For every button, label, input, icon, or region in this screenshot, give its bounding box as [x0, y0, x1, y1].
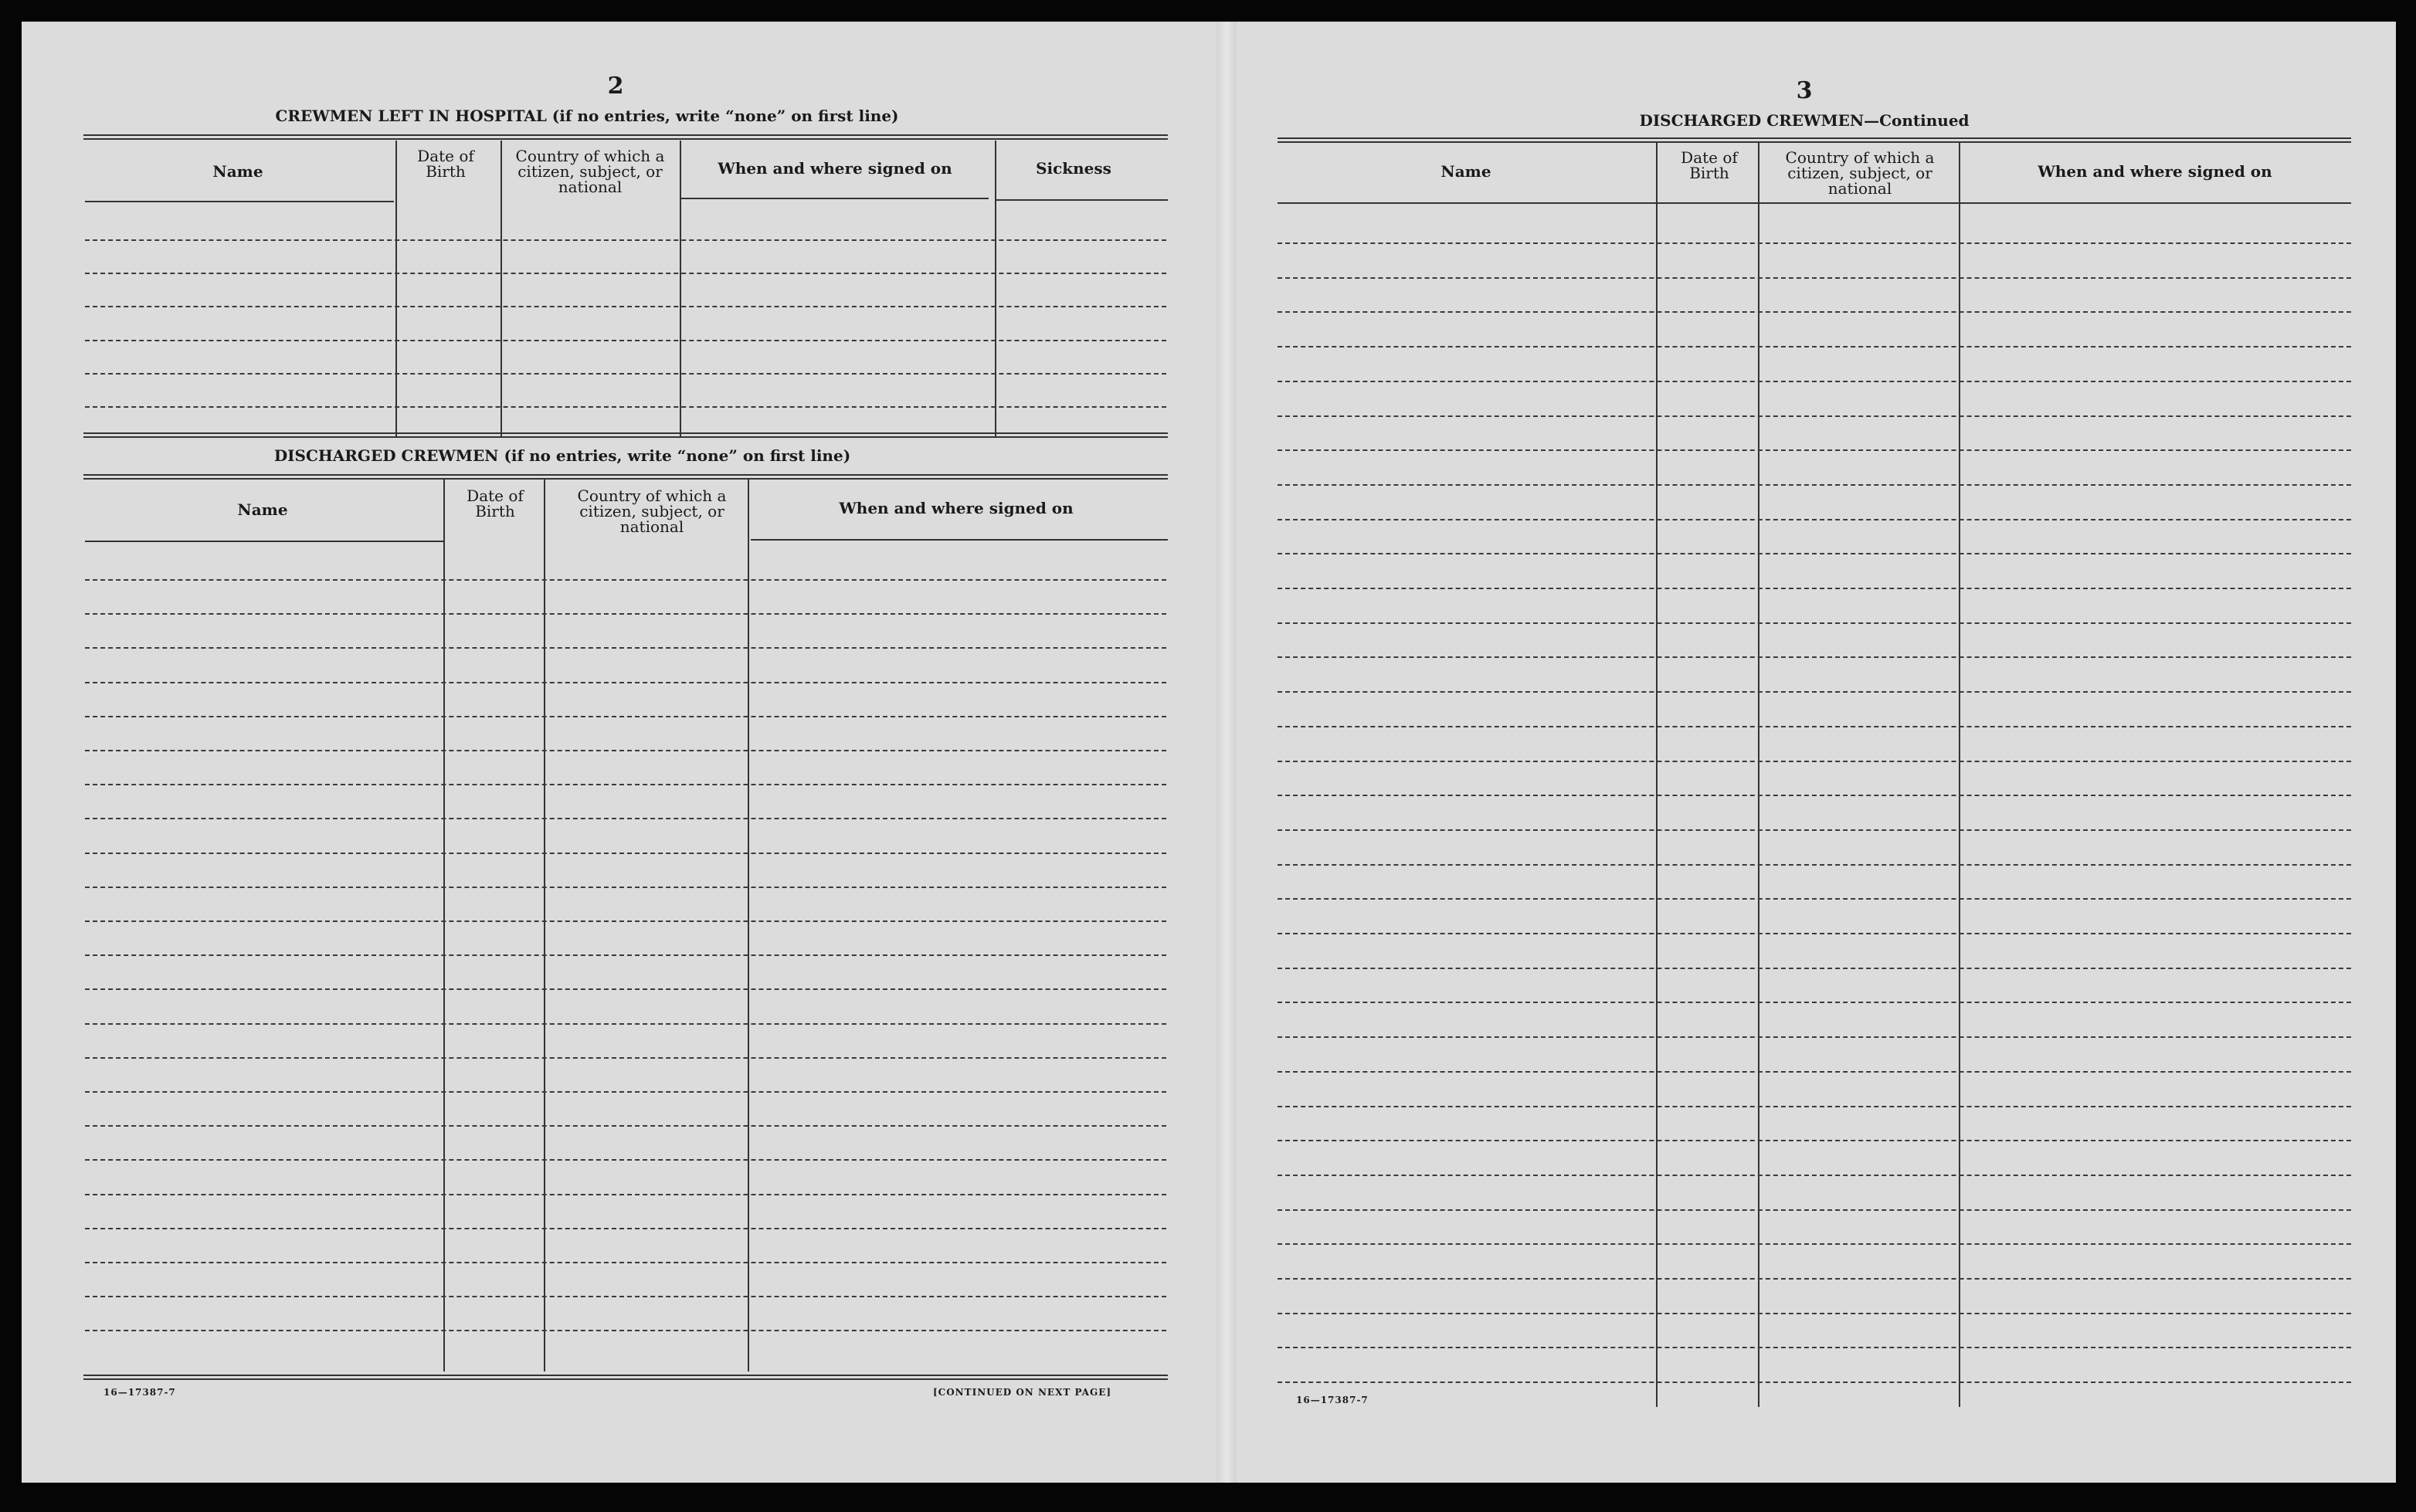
entry-line [1278, 1036, 2351, 1038]
column-divider [680, 141, 681, 437]
entry-line [1278, 1243, 2351, 1245]
entry-line [1278, 449, 2351, 451]
entry-line [1278, 1209, 2351, 1211]
entry-line [85, 716, 1166, 717]
entry-line [85, 853, 1166, 854]
entry-line [85, 784, 1166, 785]
col-header-dob: Date of Birth [467, 486, 524, 520]
entry-line [85, 682, 1166, 683]
document-sheet [22, 22, 2396, 1483]
entry-line [1278, 1313, 2351, 1314]
entry-line [1278, 1002, 2351, 1003]
entry-line [1278, 484, 2351, 486]
entry-line [1278, 381, 2351, 382]
entry-line [1278, 933, 2351, 934]
col-header-name: Name [237, 500, 288, 519]
col-header-signed-on: When and where signed on [2038, 162, 2272, 181]
hospital-section-title [85, 107, 1089, 125]
col-header-country: Country of which a citizen, subject, or national [577, 486, 727, 536]
entry-line [1278, 726, 2351, 727]
discharged-section-title [176, 446, 948, 465]
col-header-dob: Date of Birth [1681, 148, 1738, 182]
entry-line [85, 954, 1166, 956]
entry-line [1278, 277, 2351, 279]
entry-line [85, 1262, 1166, 1263]
column-divider [995, 141, 996, 437]
table-top-rule [83, 134, 1168, 140]
col-header-signed-on: When and where signed on [718, 159, 952, 178]
entry-line [1278, 242, 2351, 244]
page-number-right: 3 [1796, 77, 1813, 104]
entry-line [85, 239, 1166, 241]
entry-line [85, 920, 1166, 922]
table-top-rule [83, 474, 1168, 480]
header-rule [85, 541, 443, 542]
entry-line [85, 340, 1166, 341]
entry-line [1278, 415, 2351, 417]
entry-line [1278, 761, 2351, 762]
entry-line [1278, 519, 2351, 520]
entry-line [85, 273, 1166, 274]
table-bottom-rule [83, 1375, 1168, 1380]
page-number-left: 2 [607, 73, 624, 100]
col-header-dob [395, 148, 496, 179]
entry-line [85, 406, 1166, 408]
entry-line [85, 1091, 1166, 1093]
entry-line [1278, 795, 2351, 796]
table-bottom-rule [83, 432, 1168, 438]
col-header-name: Name [1440, 162, 1491, 181]
entry-line [1278, 968, 2351, 969]
entry-line [85, 1159, 1166, 1161]
entry-line [85, 887, 1166, 888]
entry-line [1278, 656, 2351, 658]
entry-line [1278, 1106, 2351, 1107]
entry-line [1278, 864, 2351, 866]
entry-line [85, 1194, 1166, 1195]
entry-line [85, 1023, 1166, 1025]
col-header-signed-on: When and where signed on [839, 499, 1074, 517]
col-header-sickness: Sickness [1036, 159, 1111, 178]
hospital-title-note: (if no entries, write “none” on first line) [551, 107, 899, 125]
entry-line [1278, 1347, 2351, 1348]
entry-line [85, 306, 1166, 307]
discharged-title-note: (if no entries, write “none” on first line) [504, 446, 851, 465]
header-rule [751, 539, 1168, 541]
entry-line [85, 1125, 1166, 1127]
col-header-country: Country of which a citizen, subject, or national [1785, 148, 1935, 198]
column-divider [1758, 142, 1759, 1407]
header-rule [996, 199, 1168, 201]
column-divider [501, 141, 502, 437]
entry-line [1278, 1175, 2351, 1176]
discharged-title-text: DISCHARGED CREWMEN [273, 446, 499, 465]
entry-line [1278, 829, 2351, 831]
entry-line [1278, 346, 2351, 347]
entry-line [1278, 898, 2351, 900]
column-divider [1656, 142, 1658, 1407]
entry-line [85, 373, 1166, 375]
table-top-rule [1278, 137, 2351, 143]
entry-line [1278, 588, 2351, 589]
entry-line [1278, 311, 2351, 313]
entry-line [85, 613, 1166, 615]
entry-line [1278, 691, 2351, 693]
entry-line [85, 579, 1166, 581]
header-rule [1278, 202, 2351, 204]
continued-note: [CONTINUED ON NEXT PAGE] [933, 1387, 1112, 1398]
header-rule [85, 201, 394, 202]
column-divider [1959, 142, 1960, 1407]
page-fold [1216, 22, 1237, 1483]
hospital-title-text: CREWMEN LEFT IN HOSPITAL [275, 107, 547, 125]
entry-line [85, 1296, 1166, 1297]
entry-line [1278, 1278, 2351, 1280]
form-number-left: 16—17387-7 [103, 1387, 176, 1398]
entry-line [85, 647, 1166, 649]
entry-line [85, 1228, 1166, 1229]
col-header-dob-text: Date of Birth [417, 147, 474, 181]
entry-line [1278, 1140, 2351, 1141]
entry-line [1278, 553, 2351, 554]
form-number-right: 16—17387-7 [1296, 1395, 1369, 1405]
discharged-continued-title: DISCHARGED CREWMEN—Continued [1639, 111, 1970, 130]
col-header-name: Name [212, 162, 263, 181]
entry-line [85, 818, 1166, 819]
entry-line [85, 988, 1166, 990]
col-header-country: Country of which a citizen, subject, or national [515, 147, 665, 196]
entry-line [1278, 1071, 2351, 1073]
column-divider [395, 141, 397, 437]
entry-line [85, 750, 1166, 751]
entry-line [85, 1057, 1166, 1059]
entry-line [1278, 1381, 2351, 1383]
entry-line [85, 1330, 1166, 1331]
entry-line [1278, 622, 2351, 624]
header-rule [680, 198, 989, 199]
